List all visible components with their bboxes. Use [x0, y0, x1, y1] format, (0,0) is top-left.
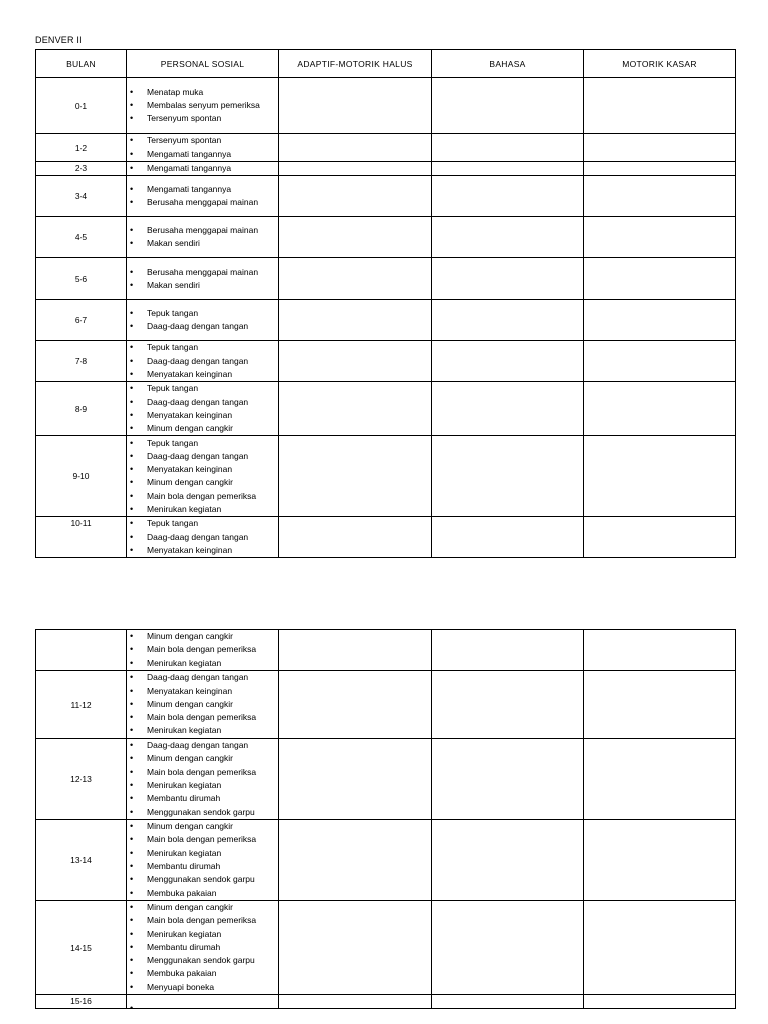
table-row	[36, 630, 736, 671]
milestone-item: • Membantu dirumah	[127, 792, 278, 805]
motorik-kasar-cell	[584, 217, 736, 258]
milestone-item: • Berusaha menggapai mainan	[127, 196, 278, 209]
milestone-item: • Berusaha menggapai mainan	[127, 266, 278, 279]
month-cell: 0-1	[36, 78, 127, 134]
table-row	[36, 436, 736, 517]
milestone-item: • Minum dengan cangkir	[127, 901, 278, 914]
milestone-list	[127, 162, 278, 175]
milestone-item: • Makan sendiri	[127, 279, 278, 292]
milestone-item: • Membuka pakaian	[127, 887, 278, 900]
adaptif-motorik-halus-cell	[279, 78, 432, 134]
bahasa-cell	[432, 134, 584, 162]
header-bahasa: BAHASA	[432, 50, 584, 78]
adaptif-motorik-halus-cell	[279, 630, 432, 671]
milestone-item: • Tersenyum spontan	[127, 134, 278, 147]
motorik-kasar-cell	[584, 671, 736, 739]
month-cell: 15-16	[36, 995, 127, 1009]
milestone-item: • Main bola dengan pemeriksa	[127, 490, 278, 503]
adaptif-motorik-halus-cell	[279, 739, 432, 820]
header-motorik-kasar: MOTORIK KASAR	[584, 50, 736, 78]
personal-sosial-cell	[127, 78, 279, 134]
milestone-item: • Tepuk tangan	[127, 437, 278, 450]
denver-table-page-1	[35, 49, 736, 558]
milestone-item: • Menyuapi boneka	[127, 981, 278, 994]
table-row	[36, 176, 736, 217]
milestone-item: • Minum dengan cangkir	[127, 820, 278, 833]
motorik-kasar-cell	[584, 630, 736, 671]
denver-table-page-2	[35, 629, 736, 1009]
milestone-item: • Membantu dirumah	[127, 941, 278, 954]
bahasa-cell	[432, 382, 584, 436]
personal-sosial-cell	[127, 300, 279, 341]
document-title: DENVER II	[35, 35, 82, 45]
motorik-kasar-cell	[584, 134, 736, 162]
milestone-item: • Menirukan kegiatan	[127, 657, 278, 670]
adaptif-motorik-halus-cell	[279, 671, 432, 739]
month-cell: 14-15	[36, 901, 127, 995]
milestone-item: • Tepuk tangan	[127, 382, 278, 395]
table-header-row	[36, 50, 736, 78]
table-row	[36, 217, 736, 258]
milestone-item: • Tepuk tangan	[127, 341, 278, 354]
bahasa-cell	[432, 995, 584, 1009]
milestone-item: • Daag-daag dengan tangan	[127, 671, 278, 684]
personal-sosial-cell	[127, 258, 279, 300]
milestone-item: • Menirukan kegiatan	[127, 847, 278, 860]
milestone-item: • Minum dengan cangkir	[127, 698, 278, 711]
milestone-item: • Menirukan kegiatan	[127, 503, 278, 516]
milestone-item: • Main bola dengan pemeriksa	[127, 643, 278, 656]
milestone-item: • Menatap muka	[127, 86, 278, 99]
table-row	[36, 341, 736, 382]
milestone-list	[127, 86, 278, 126]
milestone-list	[127, 266, 278, 293]
milestone-list	[127, 382, 278, 435]
adaptif-motorik-halus-cell	[279, 341, 432, 382]
adaptif-motorik-halus-cell	[279, 517, 432, 558]
table-row	[36, 382, 736, 436]
table-row	[36, 739, 736, 820]
motorik-kasar-cell	[584, 300, 736, 341]
milestone-item: • Main bola dengan pemeriksa	[127, 833, 278, 846]
milestone-item: • Membuka pakaian	[127, 967, 278, 980]
personal-sosial-cell	[127, 341, 279, 382]
motorik-kasar-cell	[584, 341, 736, 382]
month-cell: 9-10	[36, 436, 127, 517]
milestone-item: • Mengamati tangannya	[127, 162, 278, 175]
milestone-item: • Main bola dengan pemeriksa	[127, 711, 278, 724]
personal-sosial-cell	[127, 901, 279, 995]
milestone-item: • Membantu dirumah	[127, 860, 278, 873]
motorik-kasar-cell	[584, 382, 736, 436]
personal-sosial-cell	[127, 630, 279, 671]
motorik-kasar-cell	[584, 258, 736, 300]
milestone-list	[127, 517, 278, 557]
milestone-item: • Menirukan kegiatan	[127, 724, 278, 737]
milestone-list	[127, 341, 278, 381]
month-cell	[36, 630, 127, 671]
personal-sosial-cell	[127, 382, 279, 436]
month-cell: 8-9	[36, 382, 127, 436]
adaptif-motorik-halus-cell	[279, 436, 432, 517]
personal-sosial-cell	[127, 134, 279, 162]
motorik-kasar-cell	[584, 901, 736, 995]
milestone-item: • Minum dengan cangkir	[127, 476, 278, 489]
bahasa-cell	[432, 901, 584, 995]
milestone-item: • Tepuk tangan	[127, 517, 278, 530]
table-row	[36, 901, 736, 995]
header-bulan: BULAN	[36, 50, 127, 78]
milestone-item: • Minum dengan cangkir	[127, 630, 278, 643]
month-cell: 13-14	[36, 820, 127, 901]
month-cell: 6-7	[36, 300, 127, 341]
milestone-item: • Berusaha menggapai mainan	[127, 224, 278, 237]
adaptif-motorik-halus-cell	[279, 176, 432, 217]
motorik-kasar-cell	[584, 78, 736, 134]
bahasa-cell	[432, 78, 584, 134]
adaptif-motorik-halus-cell	[279, 820, 432, 901]
milestone-list	[127, 820, 278, 900]
personal-sosial-cell	[127, 162, 279, 176]
table-row	[36, 162, 736, 176]
milestone-item: • Mengamati tangannya	[127, 148, 278, 161]
adaptif-motorik-halus-cell	[279, 217, 432, 258]
bahasa-cell	[432, 517, 584, 558]
motorik-kasar-cell	[584, 162, 736, 176]
motorik-kasar-cell	[584, 739, 736, 820]
milestone-item: • Menirukan kegiatan	[127, 928, 278, 941]
milestone-item: • Main bola dengan pemeriksa	[127, 914, 278, 927]
bahasa-cell	[432, 671, 584, 739]
bahasa-cell	[432, 820, 584, 901]
table-row	[36, 258, 736, 300]
header-personal-sosial: PERSONAL SOSIAL	[127, 50, 279, 78]
adaptif-motorik-halus-cell	[279, 134, 432, 162]
milestone-list	[127, 307, 278, 334]
month-cell: 11-12	[36, 671, 127, 739]
milestone-item: • Membalas senyum pemeriksa	[127, 99, 278, 112]
month-cell: 1-2	[36, 134, 127, 162]
adaptif-motorik-halus-cell	[279, 901, 432, 995]
milestone-list	[127, 671, 278, 737]
bahasa-cell	[432, 176, 584, 217]
adaptif-motorik-halus-cell	[279, 995, 432, 1009]
bahasa-cell	[432, 436, 584, 517]
adaptif-motorik-halus-cell	[279, 300, 432, 341]
milestone-list	[127, 901, 278, 994]
motorik-kasar-cell	[584, 517, 736, 558]
milestone-item: • Menyatakan keinginan	[127, 368, 278, 381]
personal-sosial-cell	[127, 217, 279, 258]
bahasa-cell	[432, 739, 584, 820]
month-cell: 2-3	[36, 162, 127, 176]
milestone-list	[127, 134, 278, 161]
month-cell: 3-4	[36, 176, 127, 217]
motorik-kasar-cell	[584, 436, 736, 517]
adaptif-motorik-halus-cell	[279, 258, 432, 300]
month-cell: 4-5	[36, 217, 127, 258]
milestone-item: • Mengamati tangannya	[127, 183, 278, 196]
table-row	[36, 300, 736, 341]
personal-sosial-cell	[127, 739, 279, 820]
milestone-item: • Tersenyum spontan	[127, 112, 278, 125]
header-adaptif-motorik-halus: ADAPTIF-MOTORIK HALUS	[279, 50, 432, 78]
milestone-item: • Menyatakan keinginan	[127, 544, 278, 557]
motorik-kasar-cell	[584, 995, 736, 1009]
personal-sosial-cell	[127, 820, 279, 901]
bahasa-cell	[432, 341, 584, 382]
personal-sosial-cell	[127, 517, 279, 558]
milestone-item: • Daag-daag dengan tangan	[127, 355, 278, 368]
milestone-list	[127, 437, 278, 517]
table-row	[36, 671, 736, 739]
milestone-item: • Main bola dengan pemeriksa	[127, 766, 278, 779]
bahasa-cell	[432, 162, 584, 176]
milestone-item: • Menyatakan keinginan	[127, 463, 278, 476]
month-cell: 7-8	[36, 341, 127, 382]
personal-sosial-cell	[127, 436, 279, 517]
milestone-item: • Menyatakan keinginan	[127, 409, 278, 422]
bahasa-cell	[432, 630, 584, 671]
personal-sosial-cell	[127, 176, 279, 217]
personal-sosial-cell	[127, 671, 279, 739]
adaptif-motorik-halus-cell	[279, 382, 432, 436]
milestone-item: • Menggunakan sendok garpu	[127, 954, 278, 967]
adaptif-motorik-halus-cell	[279, 162, 432, 176]
milestone-item: • Menirukan kegiatan	[127, 779, 278, 792]
bahasa-cell	[432, 300, 584, 341]
month-cell: 5-6	[36, 258, 127, 300]
personal-sosial-cell	[127, 995, 279, 1009]
milestone-item: • Tepuk tangan	[127, 307, 278, 320]
milestone-item: • Daag-daag dengan tangan	[127, 396, 278, 409]
milestone-item: • Daag-daag dengan tangan	[127, 531, 278, 544]
table-row	[36, 134, 736, 162]
month-cell: 10-11	[36, 517, 127, 558]
motorik-kasar-cell	[584, 820, 736, 901]
milestone-list	[127, 224, 278, 251]
table-row	[36, 995, 736, 1009]
milestone-item: • Menyatakan keinginan	[127, 685, 278, 698]
milestone-item: • Minum dengan cangkir	[127, 752, 278, 765]
bahasa-cell	[432, 258, 584, 300]
milestone-item: • Daag-daag dengan tangan	[127, 739, 278, 752]
month-cell: 12-13	[36, 739, 127, 820]
milestone-item: • Makan sendiri	[127, 237, 278, 250]
bahasa-cell	[432, 217, 584, 258]
milestone-item: • Daag-daag dengan tangan	[127, 320, 278, 333]
milestone-item: • Menggunakan sendok garpu	[127, 873, 278, 886]
milestone-item: • Daag-daag dengan tangan	[127, 450, 278, 463]
milestone-item: • Minum dengan cangkir	[127, 422, 278, 435]
motorik-kasar-cell	[584, 176, 736, 217]
table-row	[36, 517, 736, 558]
milestone-item: • Menggunakan sendok garpu	[127, 806, 278, 819]
milestone-list	[127, 630, 278, 670]
table-row	[36, 78, 736, 134]
table-row	[36, 820, 736, 901]
milestone-list	[127, 739, 278, 819]
milestone-list	[127, 183, 278, 210]
